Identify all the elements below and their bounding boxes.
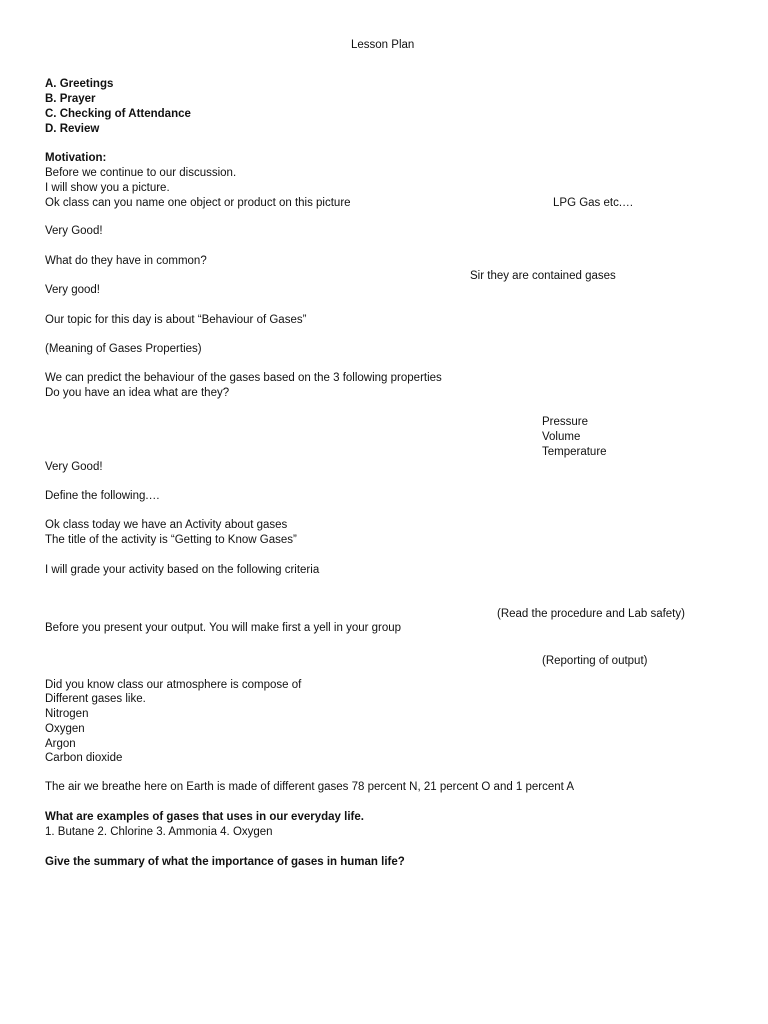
atmosphere-composition: The air we breathe here on Earth is made of different gases 78 percent N, 21 percent O and 1 percent A [45, 781, 575, 793]
motivation-answer: LPG Gas etc.… [553, 197, 634, 209]
procedure-note: (Read the procedure and Lab safety) [497, 608, 685, 620]
property-pressure: Pressure [542, 416, 589, 428]
reporting-note: (Reporting of output) [542, 655, 648, 667]
activity-criteria: I will grade your activity based on the following criteria [45, 564, 320, 576]
motivation-question: Ok class can you name one object or product on this picture [45, 197, 351, 209]
summary-question: Give the summary of what the importance of gases in human life? [45, 856, 405, 868]
everyday-answer: 1. Butane 2. Chlorine 3. Ammonia 4. Oxygen [45, 826, 273, 838]
item-greetings: A. Greetings [45, 78, 114, 90]
property-volume: Volume [542, 431, 581, 443]
atmosphere-line-1: Did you know class our atmosphere is compose of [45, 679, 302, 691]
very-good-3: Very Good! [45, 461, 103, 473]
gas-oxygen: Oxygen [45, 723, 85, 735]
activity-yell: Before you present your output. You will make first a yell in your group [45, 622, 402, 634]
topic-intro: Our topic for this day is about “Behaviour of Gases” [45, 314, 307, 326]
very-good-2: Very good! [45, 284, 100, 296]
gas-nitrogen: Nitrogen [45, 708, 89, 720]
motivation-heading: Motivation: [45, 152, 107, 164]
topic-idea-question: Do you have an idea what are they? [45, 387, 230, 399]
atmosphere-line-2: Different gases like. [45, 693, 146, 705]
very-good-1: Very Good! [45, 225, 103, 237]
gas-carbon-dioxide: Carbon dioxide [45, 752, 123, 764]
item-review: D. Review [45, 123, 100, 135]
define-following: Define the following.… [45, 490, 161, 502]
property-temperature: Temperature [542, 446, 607, 458]
page-title: Lesson Plan [351, 39, 415, 51]
common-answer: Sir they are contained gases [470, 270, 616, 282]
item-attendance: C. Checking of Attendance [45, 108, 191, 120]
topic-predict: We can predict the behaviour of the gases based on the 3 following properties [45, 372, 442, 384]
activity-intro: Ok class today we have an Activity about gases [45, 519, 288, 531]
activity-title-line: The title of the activity is “Getting to Know Gases” [45, 534, 297, 546]
motivation-line-2: I will show you a picture. [45, 182, 170, 194]
topic-meaning: (Meaning of Gases Properties) [45, 343, 202, 355]
everyday-question: What are examples of gases that uses in our everyday life. [45, 811, 364, 823]
gas-argon: Argon [45, 738, 76, 750]
common-question: What do they have in common? [45, 255, 207, 267]
motivation-line-1: Before we continue to our discussion. [45, 167, 237, 179]
item-prayer: B. Prayer [45, 93, 96, 105]
